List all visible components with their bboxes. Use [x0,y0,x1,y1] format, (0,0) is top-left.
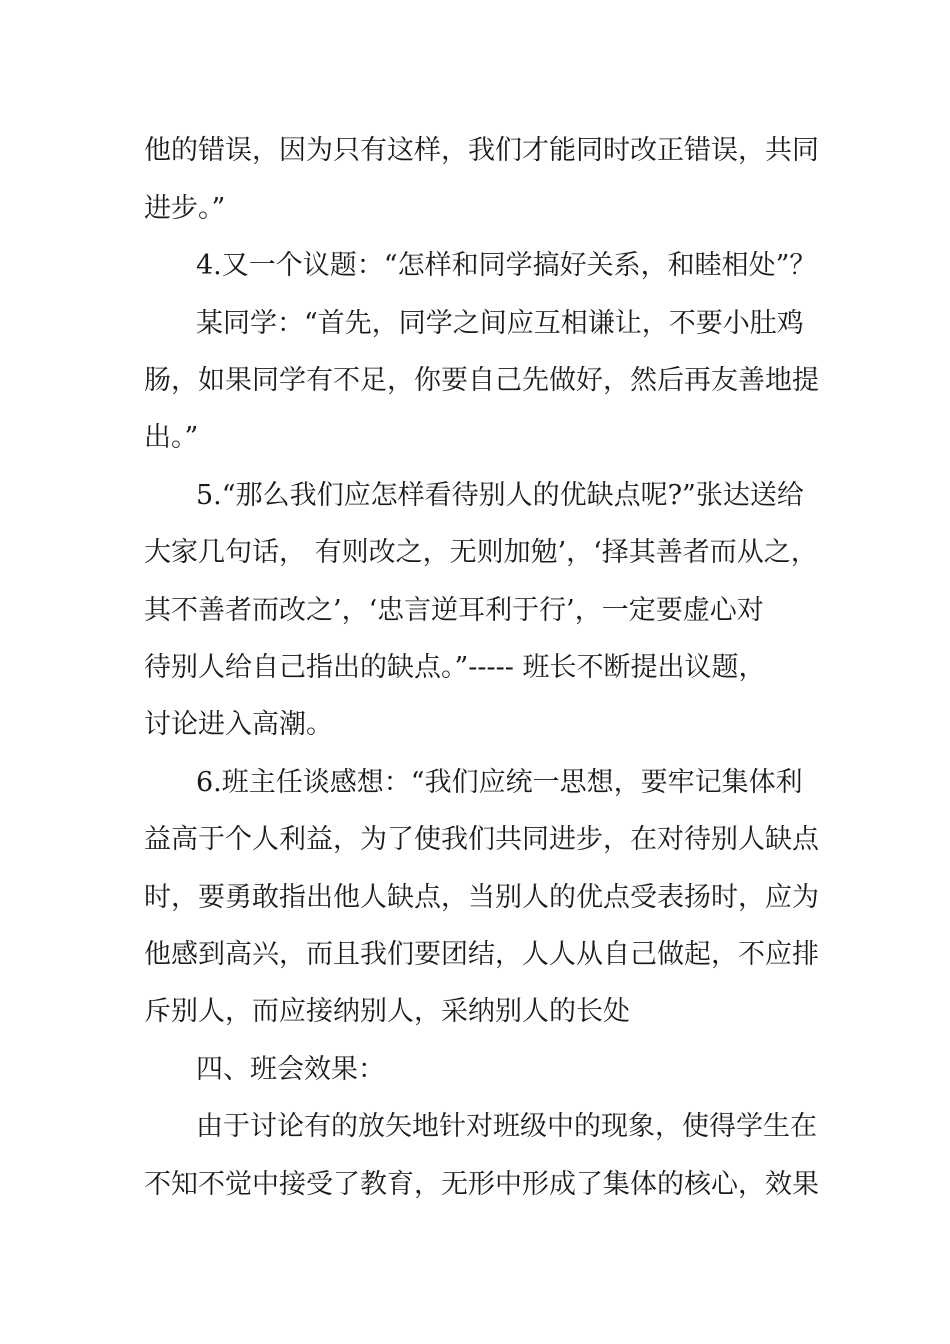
text-line: 他的错误，因为只有这样，我们才能同时改正错误，共同 [144,135,819,166]
section-heading: 四、班会效果： [196,1054,385,1085]
text-line: 益高于个人利益，为了使我们共同进步，在对待别人缺点 [144,824,819,855]
text-line: 讨论进入高潮。 [144,709,333,740]
text-line: 进步。” [144,193,226,224]
text-line: 5.“那么我们应怎样看待别人的优缺点呢?”张达送给 [196,480,804,511]
text-line: 某同学：“首先，同学之间应互相谦让，不要小肚鸡 [196,308,804,339]
text-line: 其不善者而改之’，‘忠言逆耳利于行’，一定要虚心对 [144,595,764,626]
text-line: 大家几句话， 有则改之，无则加勉’，‘择其善者而从之， [144,537,818,568]
text-line: 不知不觉中接受了教育，无形中形成了集体的核心，效果 [144,1169,819,1200]
text-line: 时，要勇敢指出他人缺点，当别人的优点受表扬时，应为 [144,882,819,913]
text-line: 他感到高兴，而且我们要团结，人人从自己做起，不应排 [144,939,819,970]
text-line: 待别人给自己指出的缺点。”----- 班长不断提出议题， [144,652,766,683]
text-line: 由于讨论有的放矢地针对班级中的现象，使得学生在 [196,1111,817,1142]
text-line: 出。” [144,422,199,453]
text-line: 6.班主任谈感想：“我们应统一思想，要牢记集体利 [196,767,803,798]
text-line: 肠，如果同学有不足，你要自己先做好，然后再友善地提 [144,365,819,396]
text-line: 4.又一个议题：“怎样和同学搞好关系，和睦相处”？ [196,250,817,281]
text-line: 斥别人，而应接纳别人，采纳别人的长处 [144,996,630,1027]
